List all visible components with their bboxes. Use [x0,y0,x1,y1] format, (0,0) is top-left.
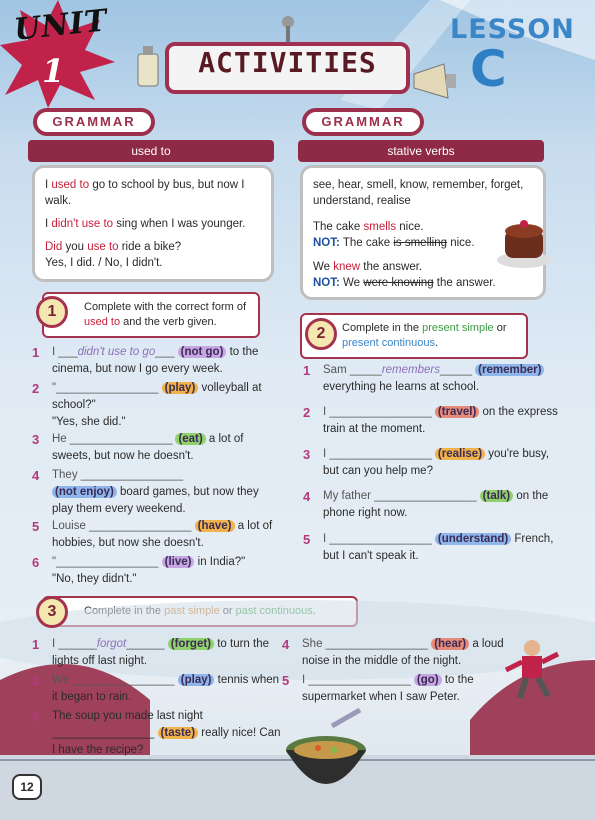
unit-label: UNIT [12,3,110,48]
grammar-topic-right: stative verbs [298,140,544,162]
stative-example-1: The cake smells nice. [313,221,424,233]
exercise-3-item: 2 We ________________ (play) tennis when it began to rain. [32,673,280,703]
exercise-1-item: 1 I ___didn't use to go___ (not go) to the cinema, but now I go every week. [32,345,259,375]
stative-not-1: NOT: The cake is smelling nice. [313,237,475,249]
exercise-2-item: 4 My father ________________ (talk) on the phone right now. [303,489,549,519]
exercise-3-item: 3 The soup you made last night ________________ (taste) really nice! Can I have the recipe? [32,709,281,756]
lesson-letter: C [470,40,507,98]
exercise-2-item: 5 I ________________ (understand) French, but I can't speak it. [303,532,554,562]
lesson-label: LESSON [450,14,575,45]
stative-not-2: NOT: We were knowing the answer. [313,277,496,289]
paint-can-icon [135,44,161,88]
exercise-3-item: 4 She ________________ (hear) a loud noise in the middle of the night. [282,637,504,667]
handwritten-answer: didn't use to go [77,346,156,358]
page-title: ACTIVITIES [198,46,377,79]
exercise-2-item: 2 I ________________ (travel) on the express train at the moment. [303,405,558,435]
screw-icon [278,14,298,44]
exercise-1-item: 4 They ________________ (not enjoy) board games, but now they play them every weekend. [32,468,259,515]
grammar-tag-right: GRAMMAR [302,108,424,136]
grammar-tag-left: GRAMMAR [33,108,155,136]
page-number: 12 [12,774,42,800]
grammar-example-3: Did you use to ride a bike? [45,241,182,253]
exercise-1-item: 6 "________________ (live) in India?" "No, they didn't." [32,555,246,585]
soup-bowl-image [282,708,370,798]
skateboarder-image [500,636,570,706]
stative-example-2: We knew the answer. [313,261,423,273]
stative-verb-list: see, hear, smell, know, remember, forget, understand, realise [313,179,524,207]
cake-image [495,210,553,270]
grammar-example-1: I used to go to school by bus, but now I walk. [45,179,245,207]
exercise-1-number: 1 [36,296,68,328]
grammar-example-4: Yes, I did. / No, I didn't. [45,257,163,269]
unit-number: 1 [42,52,65,90]
grammar-topic-left: used to [28,140,274,162]
exercise-3-item: 1 I ______forgot______ (forget) to turn the lights off last night. [32,637,269,667]
exercise-3-item: 5 I ________________ (go) to the supermarket when I saw Peter. [282,673,474,703]
grammar-box-left [32,165,274,282]
exercise-2-item: 3 I ________________ (realise) you're busy, but can you help me? [303,447,550,477]
exercise-3-number: 3 [36,596,68,628]
exercise-1-instruction: Complete with the correct form of used to and the verb given. [42,292,260,338]
exercise-2-number: 2 [305,318,337,350]
exercise-2-instruction: Complete in the present simple or present continuous. [300,313,528,359]
exercise-1-item: 2 "________________ (play) volleyball at school?" "Yes, she did." [32,381,262,428]
handwritten-answer: forgot [96,638,127,650]
megaphone-icon [410,62,460,102]
exercise-2-item: 1 Sam _____remembers_____ (remember) everything he learns at school. [303,362,559,396]
grammar-example-2: I didn't use to sing when I was younger. [45,218,246,230]
exercise-1-item: 3 He ________________ (eat) a lot of sweets, but now he doesn't. [32,432,244,462]
handwritten-answer: remembers [381,364,440,376]
exercise-1-item: 5 Louise ________________ (have) a lot of hobbies, but now she doesn't. [32,519,273,549]
